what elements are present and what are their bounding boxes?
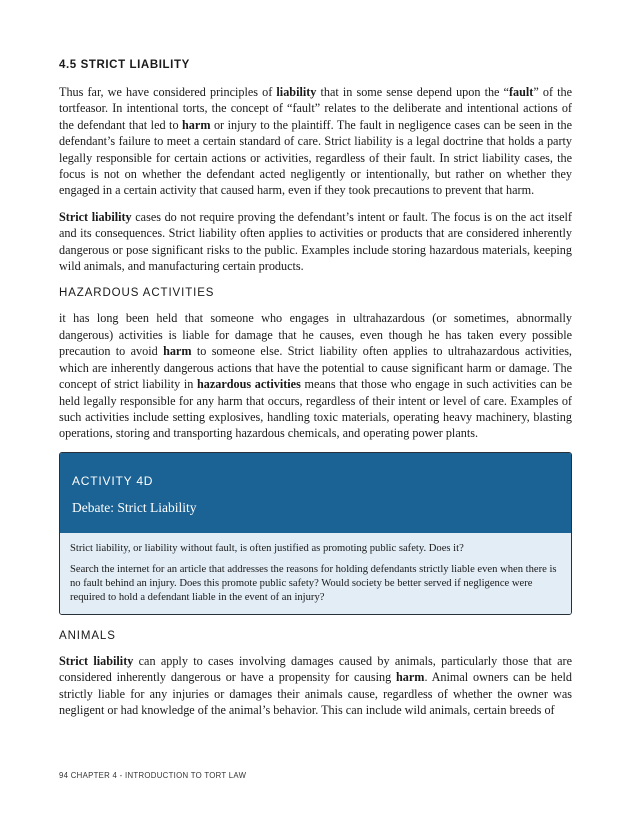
bold-term: Strict liability [59, 209, 132, 224]
paragraph-strict-liability: Strict liability cases do not require proving the defendant’s intent or fault. The focus is on the act itself and its consequences. Strict liability often applies to activities or products that are considered inherently dangerous or pose significant risks to the public. Examples include storing hazardous materials, keeping wild animals, and manufacturing certain products. [59, 209, 572, 274]
section-heading: 4.5 STRICT LIABILITY [59, 59, 190, 71]
bold-term: harm [182, 117, 211, 132]
activity-label: ACTIVITY 4D [72, 473, 154, 488]
paragraph-animals: Strict liability can apply to cases involving damages caused by animals, particularly those that are considered inherently dangerous or have a propensity for causing harm. Animal owners can be held strictly liable for any injuries or damages their animals cause, regardless of whether the owner was negligent or had knowledge of the animal’s behavior. This can include wild animals, certain breeds of [59, 653, 573, 717]
paragraph-hazardous-activities: it has long been held that someone who engages in ultrahazardous (or sometimes, abnormally dangerous) activities is liable for damage that he causes, even though he has taken every possible precaution to avoid harm to someone else. Strict liability often applies to ultrahazardous activities, which are inherently dangerous actions that have the potential to cause significant harm or damage. The concept of strict liability in hazardous activities means that those who engage in such activities can be held legally responsible for any harm that occurs, regardless of their intent or level of care. Examples of such activities include setting explosives, handling toxic materials, operating heavy machinery, blasting operations, storing and transporting hazardous chemicals, and operating power plants. [59, 311, 573, 441]
subheading-hazardous-activities: HAZARDOUS ACTIVITIES [59, 287, 215, 300]
bold-term: Strict liability [59, 653, 134, 668]
bold-term: fault [508, 85, 534, 99]
bold-term: liability [276, 85, 317, 99]
bold-term: hazardous activities [196, 377, 301, 392]
activity-body [60, 533, 571, 614]
activity-box [59, 452, 572, 615]
bold-term: harm [163, 344, 192, 359]
activity-instructions: Search the internet for an article that addresses the reasons for holding defendants strictly liable even when there is no fault behind an injury. Does this promote public safety? Would society be better served if negligence were required to hold a defendant liable in the event of an injury? [70, 563, 557, 603]
bold-term: harm [396, 670, 425, 685]
activity-header [60, 453, 571, 533]
page-footer: 94 CHAPTER 4 - INTRODUCTION TO TORT LAW [59, 771, 247, 780]
main-content [59, 56, 572, 728]
activity-question: Strict liability, or liability without fault, is often justified as promoting public safety. Does it? [70, 542, 464, 554]
subheading-animals: ANIMALS [59, 629, 116, 642]
activity-title: Debate: Strict Liability [72, 499, 197, 515]
paragraph-intro: Thus far, we have considered principles of liability that in some sense depend upon the “fault” of the tortfeasor. In intentional torts, the concept of “fault” relates to the deliberate and intentional actions of the defendant that led to harm or injury to the plaintiff. The fault in negligence cases can be seen in the defendant’s failure to meet a certain standard of care. Strict liability is a legal doctrine that holds a party legally responsible for certain actions or activities, regardless of their fault. In strict liability cases, the focus is not on whether the defendant acted negligently or intentionally, but rather on whether they engaged in a certain activity that caused harm, even if they took precautions to prevent that harm. [59, 85, 573, 198]
